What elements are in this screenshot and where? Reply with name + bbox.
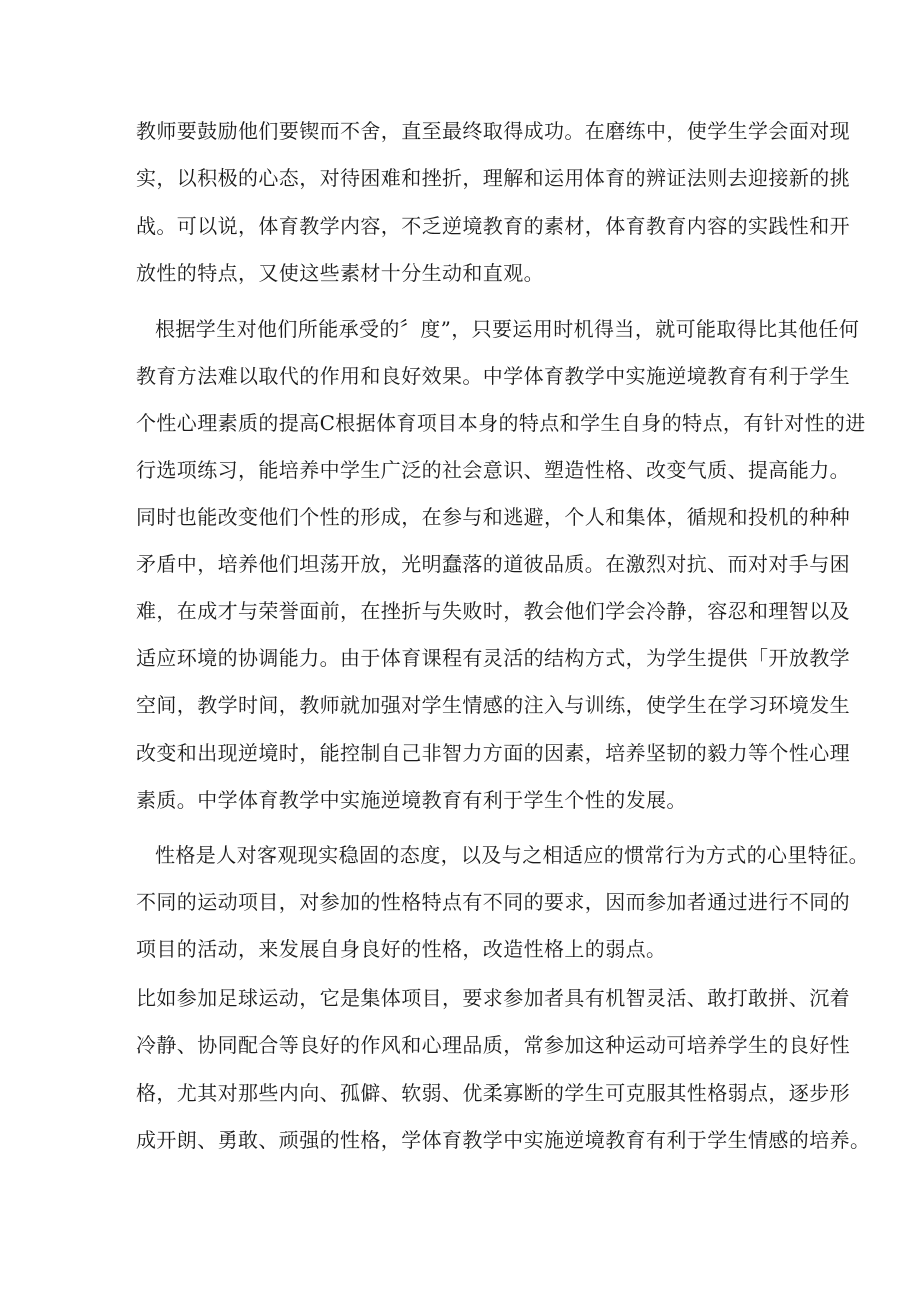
text-line: 行选项练习，能培养中学生广泛的社会意识、塑造性格、改变气质、提高能力。 — [136, 458, 850, 482]
text-line: 战。可以说，体育教学内容，不乏逆境教育的素材，体育教育内容的实践性和开 — [136, 214, 850, 238]
text-line: 性格是人对客观现实稳固的态度，以及与之相适应的惯常行为方式的心里特征。 — [155, 843, 869, 867]
text-line: 根据学生对他们所能承受的〞度”，只要运用时机得当，就可能取得比其他任何 — [155, 317, 860, 341]
text-line: 空间，教学时间，教师就加强对学生情感的注入与训练，使学生在学习环境发生 — [136, 693, 850, 717]
text-line: 教育方法难以取代的作用和良好效果。中学体育教学中实施逆境教育有利于学生 — [136, 364, 850, 388]
text-line: 难，在成才与荣誉面前，在挫折与失败时，教会他们学会冷静，容忍和理智以及 — [136, 599, 850, 623]
text-line: 冷静、协同配合等良好的作风和心理品质，常参加这种运动可培养学生的良好性 — [136, 1033, 850, 1057]
text-line: 同时也能改变他们个性的形成，在参与和逃避，个人和集体，循规和投机的种种 — [136, 505, 850, 529]
text-line: 格，尤其对那些内向、孤僻、软弱、优柔寡断的学生可克服其性格弱点，逐步形 — [136, 1081, 850, 1105]
text-line: 比如参加足球运动，它是集体项目，要求参加者具有机智灵活、敢打敢拼、沉着 — [136, 986, 850, 1010]
text-line: 教师要鼓励他们要锲而不舍，直至最终取得成功。在磨练中，使学生学会面对现 — [136, 119, 850, 143]
text-line: 项目的活动，来发展自身良好的性格，改造性格上的弱点。 — [136, 937, 667, 961]
text-line: 素质。中学体育教学中实施逆境教育有利于学生个性的发展。 — [136, 788, 687, 812]
text-line: 适应环境的协调能力。由于体育课程有灵活的结构方式，为学生提供「开放教学 — [136, 646, 850, 670]
text-line: 实，以积极的心态，对待困难和挫折，理解和运用体育的辨证法则去迎接新的挑 — [136, 166, 850, 190]
text-line: 改变和出现逆境时，能控制自己非智力方面的因素，培养坚韧的毅力等个性心理 — [136, 741, 850, 765]
text-line: 个性心理素质的提高C根据体育项目本身的特点和学生自身的特点，有针对性的进 — [136, 411, 866, 435]
text-line: 成开朗、勇敢、顽强的性格，学体育教学中实施逆境教育有利于学生情感的培养。 — [136, 1128, 871, 1152]
text-line: 放性的特点，又使这些素材十分生动和直观。 — [136, 261, 544, 285]
text-line: 矛盾中，培养他们坦荡开放，光明蠢落的道彼品质。在激烈对抗、而对对手与困 — [136, 552, 850, 576]
text-line: 不同的运动项目，对参加的性格特点有不同的要求，因而参加者通过进行不同的 — [136, 890, 850, 914]
